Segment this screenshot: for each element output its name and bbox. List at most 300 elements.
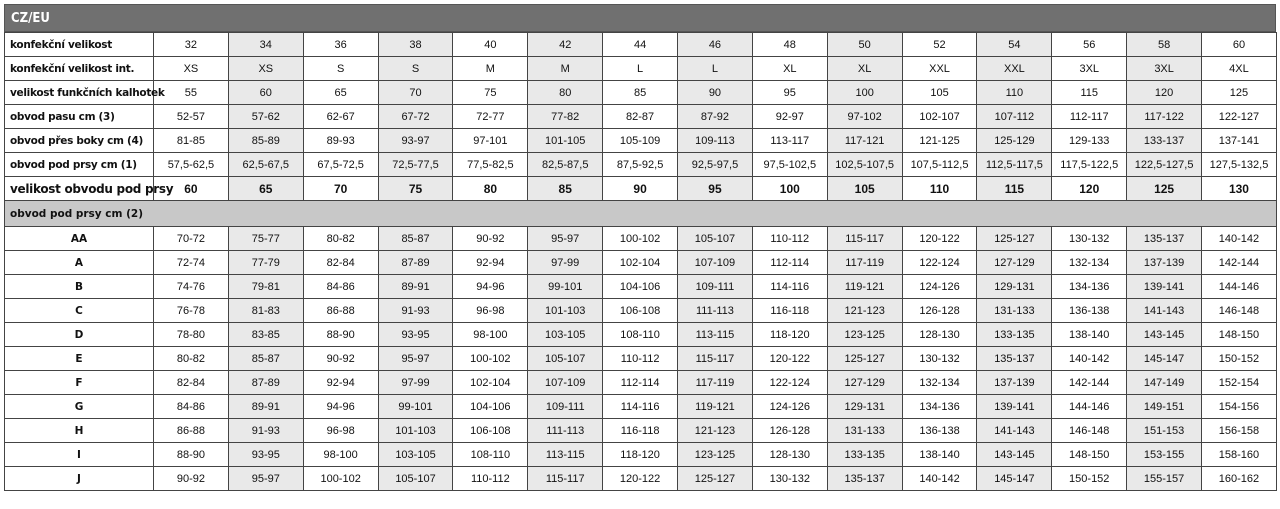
table-cell: 124-126	[902, 275, 977, 299]
table-cell: 100-102	[453, 347, 528, 371]
row-label: I	[5, 443, 154, 467]
table-cell: 55	[154, 81, 229, 105]
table-cell: S	[303, 57, 378, 81]
table-cell: 131-133	[827, 419, 902, 443]
table-cell: 107,5-112,5	[902, 153, 977, 177]
table-cell: 94-96	[453, 275, 528, 299]
table-row	[5, 323, 1277, 347]
table-cell: 76-78	[154, 299, 229, 323]
table-cell: 60	[1202, 33, 1277, 57]
table-cell: 48	[752, 33, 827, 57]
table-cell: 42	[528, 33, 603, 57]
row-label: obvod pasu cm (3)	[5, 105, 154, 129]
table-cell: 130-132	[902, 347, 977, 371]
size-table-top	[5, 33, 1277, 201]
row-label: konfekční velikost int.	[5, 57, 154, 81]
table-cell: XS	[228, 57, 303, 81]
table-cell: 107-109	[528, 371, 603, 395]
table-cell: 75	[378, 177, 453, 201]
table-cell: 62-67	[303, 105, 378, 129]
table-cell: 82,5-87,5	[528, 153, 603, 177]
table-row	[5, 153, 1277, 177]
table-cell: 65	[228, 177, 303, 201]
row-label: F	[5, 371, 154, 395]
table-cell: 138-140	[1052, 323, 1127, 347]
table-cell: 130-132	[752, 467, 827, 491]
table-cell: 115-117	[827, 227, 902, 251]
table-cell: 127-129	[977, 251, 1052, 275]
table-cell: 117-119	[678, 371, 753, 395]
row-label: B	[5, 275, 154, 299]
table-cell: 97-99	[528, 251, 603, 275]
table-cell: 92,5-97,5	[678, 153, 753, 177]
table-cell: 125-127	[678, 467, 753, 491]
table-cell: 85	[603, 81, 678, 105]
table-cell: 126-128	[902, 299, 977, 323]
table-cell: 136-138	[1052, 299, 1127, 323]
table-cell: 132-134	[1052, 251, 1127, 275]
table-row	[5, 227, 1277, 251]
table-cell: M	[453, 57, 528, 81]
table-cell: 132-134	[902, 371, 977, 395]
table-cell: 100-102	[603, 227, 678, 251]
table-cell: 144-146	[1052, 395, 1127, 419]
table-cell: 147-149	[1127, 371, 1202, 395]
table-cell: 122-124	[902, 251, 977, 275]
table-cell: 146-148	[1052, 419, 1127, 443]
table-cell: 52	[902, 33, 977, 57]
table-cell: 156-158	[1202, 419, 1277, 443]
table-cell: 119-121	[827, 275, 902, 299]
table-cell: 89-93	[303, 129, 378, 153]
table-cell: 109-113	[678, 129, 753, 153]
table-cell: 120-122	[902, 227, 977, 251]
table-cell: 110-112	[752, 227, 827, 251]
table-cell: 107-112	[977, 105, 1052, 129]
table-cell: XXL	[977, 57, 1052, 81]
table-cell: 134-136	[1052, 275, 1127, 299]
table-cell: 117-122	[1127, 105, 1202, 129]
table-cell: 112-114	[752, 251, 827, 275]
table-cell: 70	[378, 81, 453, 105]
table-cell: 96-98	[303, 419, 378, 443]
table-cell: 129-131	[977, 275, 1052, 299]
table-cell: 144-146	[1202, 275, 1277, 299]
table-cell: 82-84	[154, 371, 229, 395]
table-cell: 85	[528, 177, 603, 201]
table-cell: 86-88	[303, 299, 378, 323]
table-cell: 111-113	[678, 299, 753, 323]
table-cell: 154-156	[1202, 395, 1277, 419]
table-cell: 122,5-127,5	[1127, 153, 1202, 177]
section-row	[5, 201, 1277, 227]
table-cell: 70	[303, 177, 378, 201]
table-cell: 117-119	[827, 251, 902, 275]
table-cell: 70-72	[154, 227, 229, 251]
table-cell: 60	[154, 177, 229, 201]
table-cell: 109-111	[528, 395, 603, 419]
table-cell: 94-96	[303, 395, 378, 419]
table-cell: 72-77	[453, 105, 528, 129]
table-cell: 101-103	[378, 419, 453, 443]
row-label: velikost funkčních kalhotek	[5, 81, 154, 105]
table-cell: 97-102	[827, 105, 902, 129]
table-cell: 115	[977, 177, 1052, 201]
table-cell: 57,5-62,5	[154, 153, 229, 177]
table-cell: 116-118	[603, 419, 678, 443]
table-cell: 101-105	[528, 129, 603, 153]
table-cell: 99-101	[528, 275, 603, 299]
table-cell: 77,5-82,5	[453, 153, 528, 177]
table-cell: 112,5-117,5	[977, 153, 1052, 177]
table-cell: 123-125	[827, 323, 902, 347]
table-cell: 88-90	[303, 323, 378, 347]
table-cell: 67-72	[378, 105, 453, 129]
table-cell: 87-89	[378, 251, 453, 275]
table-cell: 87-89	[228, 371, 303, 395]
table-cell: 97-101	[453, 129, 528, 153]
table-cell: 97,5-102,5	[752, 153, 827, 177]
table-cell: 52-57	[154, 105, 229, 129]
table-cell: 40	[453, 33, 528, 57]
table-cell: 117-121	[827, 129, 902, 153]
table-cell: 140-142	[1052, 347, 1127, 371]
row-label: velikost obvodu pod prsy	[5, 177, 154, 201]
table-cell: 82-84	[303, 251, 378, 275]
table-cell: 120-122	[603, 467, 678, 491]
table-cell: 124-126	[752, 395, 827, 419]
table-cell: 74-76	[154, 275, 229, 299]
table-cell: 85-87	[228, 347, 303, 371]
table-cell: 93-95	[378, 323, 453, 347]
table-cell: 122-127	[1202, 105, 1277, 129]
table-cell: 80	[453, 177, 528, 201]
table-cell: 133-135	[827, 443, 902, 467]
table-cell: 97-99	[378, 371, 453, 395]
table-cell: 56	[1052, 33, 1127, 57]
table-row	[5, 81, 1277, 105]
table-cell: 77-82	[528, 105, 603, 129]
table-row	[5, 371, 1277, 395]
table-cell: 57-62	[228, 105, 303, 129]
table-cell: 129-131	[827, 395, 902, 419]
table-cell: 95-97	[528, 227, 603, 251]
table-cell: 104-106	[603, 275, 678, 299]
table-cell: 106-108	[603, 299, 678, 323]
table-cell: 93-95	[228, 443, 303, 467]
table-cell: 67,5-72,5	[303, 153, 378, 177]
table-cell: 108-110	[603, 323, 678, 347]
table-cell: 105	[827, 177, 902, 201]
table-cell: 136-138	[902, 419, 977, 443]
table-cell: 82-87	[603, 105, 678, 129]
table-cell: 80-82	[303, 227, 378, 251]
table-cell: 120	[1127, 81, 1202, 105]
row-label: A	[5, 251, 154, 275]
table-cell: 34	[228, 33, 303, 57]
table-cell: 120	[1052, 177, 1127, 201]
table-cell: 150-152	[1052, 467, 1127, 491]
table-cell: 155-157	[1127, 467, 1202, 491]
table-cell: XL	[752, 57, 827, 81]
table-cell: 140-142	[902, 467, 977, 491]
table-cell: 141-143	[977, 419, 1052, 443]
table-cell: 133-135	[977, 323, 1052, 347]
row-label: AA	[5, 227, 154, 251]
table-cell: 158-160	[1202, 443, 1277, 467]
table-cell: 112-117	[1052, 105, 1127, 129]
table-cell: 125-129	[977, 129, 1052, 153]
table-cell: 83-85	[228, 323, 303, 347]
table-cell: 85-87	[378, 227, 453, 251]
table-cell: 121-123	[678, 419, 753, 443]
table-cell: 88-90	[154, 443, 229, 467]
size-chart	[4, 4, 1276, 491]
table-cell: 127-129	[827, 371, 902, 395]
table-cell: 72-74	[154, 251, 229, 275]
table-cell: 103-105	[528, 323, 603, 347]
table-cell: 129-133	[1052, 129, 1127, 153]
table-cell: 84-86	[303, 275, 378, 299]
table-cell: 113-117	[752, 129, 827, 153]
table-cell: 89-91	[378, 275, 453, 299]
table-cell: 128-130	[752, 443, 827, 467]
table-cell: 152-154	[1202, 371, 1277, 395]
table-cell: 123-125	[678, 443, 753, 467]
table-cell: 125-127	[977, 227, 1052, 251]
table-cell: 93-97	[378, 129, 453, 153]
table-cell: 121-123	[827, 299, 902, 323]
table-row	[5, 443, 1277, 467]
table-cell: 72,5-77,5	[378, 153, 453, 177]
table-cell: 3XL	[1127, 57, 1202, 81]
table-cell: 81-85	[154, 129, 229, 153]
chart-title: CZ/EU	[4, 4, 1276, 32]
table-cell: 145-147	[1127, 347, 1202, 371]
table-row	[5, 419, 1277, 443]
table-cell: 120-122	[752, 347, 827, 371]
table-cell: 90-92	[303, 347, 378, 371]
table-cell: 146-148	[1202, 299, 1277, 323]
section-header	[5, 201, 1277, 227]
table-cell: 79-81	[228, 275, 303, 299]
table-cell: 85-89	[228, 129, 303, 153]
table-cell: 77-79	[228, 251, 303, 275]
table-cell: 87,5-92,5	[603, 153, 678, 177]
table-cell: 107-109	[678, 251, 753, 275]
table-cell: 105-109	[603, 129, 678, 153]
table-cell: 118-120	[752, 323, 827, 347]
table-cell: 131-133	[977, 299, 1052, 323]
row-label: obvod pod prsy cm (1)	[5, 153, 154, 177]
table-cell: 91-93	[378, 299, 453, 323]
table-cell: 139-141	[977, 395, 1052, 419]
table-cell: 95	[678, 177, 753, 201]
table-cell: 105-107	[678, 227, 753, 251]
table-cell: 140-142	[1202, 227, 1277, 251]
table-cell: 84-86	[154, 395, 229, 419]
table-cell: 133-137	[1127, 129, 1202, 153]
table-cell: 153-155	[1127, 443, 1202, 467]
table-cell: 110-112	[603, 347, 678, 371]
table-cell: 117,5-122,5	[1052, 153, 1127, 177]
table-cell: 95-97	[228, 467, 303, 491]
table-cell: XS	[154, 57, 229, 81]
table-cell: 149-151	[1127, 395, 1202, 419]
table-cell: 100-102	[303, 467, 378, 491]
table-cell: 58	[1127, 33, 1202, 57]
section-label: obvod pod prsy cm (2)	[5, 201, 1277, 227]
table-cell: 151-153	[1127, 419, 1202, 443]
table-cell: 46	[678, 33, 753, 57]
table-cell: 110-112	[453, 467, 528, 491]
table-cell: 80	[528, 81, 603, 105]
table-cell: 135-137	[977, 347, 1052, 371]
table-cell: 137-139	[1127, 251, 1202, 275]
row-label: H	[5, 419, 154, 443]
table-cell: 115-117	[678, 347, 753, 371]
table-cell: 115	[1052, 81, 1127, 105]
table-cell: 127,5-132,5	[1202, 153, 1277, 177]
table-cell: 90-92	[453, 227, 528, 251]
table-cell: 119-121	[678, 395, 753, 419]
table-cell: 114-116	[752, 275, 827, 299]
row-label: C	[5, 299, 154, 323]
table-cell: 89-91	[228, 395, 303, 419]
size-table-cups	[5, 227, 1277, 491]
table-cell: 92-94	[303, 371, 378, 395]
table-cell: 87-92	[678, 105, 753, 129]
table-cell: 90	[678, 81, 753, 105]
table-cell: 150-152	[1202, 347, 1277, 371]
table-cell: 128-130	[902, 323, 977, 347]
table-cell: 80-82	[154, 347, 229, 371]
table-row	[5, 467, 1277, 491]
table-cell: 137-139	[977, 371, 1052, 395]
table-cell: 54	[977, 33, 1052, 57]
table-cell: 50	[827, 33, 902, 57]
row-label: E	[5, 347, 154, 371]
table-row	[5, 105, 1277, 129]
table-cell: 95	[752, 81, 827, 105]
table-cell: 3XL	[1052, 57, 1127, 81]
table-cell: 92-94	[453, 251, 528, 275]
table-cell: 91-93	[228, 419, 303, 443]
table-cell: 92-97	[752, 105, 827, 129]
table-cell: 139-141	[1127, 275, 1202, 299]
table-cell: 102,5-107,5	[827, 153, 902, 177]
table-cell: 135-137	[827, 467, 902, 491]
table-cell: 110	[902, 177, 977, 201]
table-cell: 95-97	[378, 347, 453, 371]
table-cell: 125-127	[827, 347, 902, 371]
table-cell: 160-162	[1202, 467, 1277, 491]
table-cell: 105-107	[528, 347, 603, 371]
table-cell: 130-132	[1052, 227, 1127, 251]
table-cell: 142-144	[1052, 371, 1127, 395]
table-cell: 143-145	[977, 443, 1052, 467]
table-cell: XL	[827, 57, 902, 81]
table-cell: 125	[1127, 177, 1202, 201]
table-cell: 106-108	[453, 419, 528, 443]
table-cell: 102-104	[603, 251, 678, 275]
table-cell: 134-136	[902, 395, 977, 419]
table-cell: 121-125	[902, 129, 977, 153]
table-cell: 137-141	[1202, 129, 1277, 153]
table-cell: 122-124	[752, 371, 827, 395]
table-cell: 81-83	[228, 299, 303, 323]
table-cell: XXL	[902, 57, 977, 81]
table-cell: 113-115	[528, 443, 603, 467]
table-cell: 105-107	[378, 467, 453, 491]
table-cell: 101-103	[528, 299, 603, 323]
row-label: G	[5, 395, 154, 419]
table-cell: 114-116	[603, 395, 678, 419]
table-cell: 38	[378, 33, 453, 57]
table-cell: 44	[603, 33, 678, 57]
table-cell: 135-137	[1127, 227, 1202, 251]
table-cell: 110	[977, 81, 1052, 105]
table-cell: 126-128	[752, 419, 827, 443]
table-row	[5, 251, 1277, 275]
table-cell: L	[678, 57, 753, 81]
table-cell: 145-147	[977, 467, 1052, 491]
table-row	[5, 299, 1277, 323]
table-cell: 141-143	[1127, 299, 1202, 323]
table-cell: 65	[303, 81, 378, 105]
table-cell: 112-114	[603, 371, 678, 395]
table-cell: 98-100	[303, 443, 378, 467]
table-cell: 100	[752, 177, 827, 201]
table-cell: 90-92	[154, 467, 229, 491]
table-cell: 105	[902, 81, 977, 105]
table-row	[5, 395, 1277, 419]
table-cell: 102-107	[902, 105, 977, 129]
row-label: obvod přes boky cm (4)	[5, 129, 154, 153]
table-cell: 113-115	[678, 323, 753, 347]
table-cell: 108-110	[453, 443, 528, 467]
table-cell: 86-88	[154, 419, 229, 443]
table-cell: 102-104	[453, 371, 528, 395]
row-label: D	[5, 323, 154, 347]
table-cell: 130	[1202, 177, 1277, 201]
table-cell: 148-150	[1202, 323, 1277, 347]
table-cell: M	[528, 57, 603, 81]
table-cell: 62,5-67,5	[228, 153, 303, 177]
table-row	[5, 129, 1277, 153]
table-cell: 78-80	[154, 323, 229, 347]
table-row	[5, 177, 1277, 201]
table-cell: 100	[827, 81, 902, 105]
row-label: J	[5, 467, 154, 491]
table-row	[5, 57, 1277, 81]
table-cell: 96-98	[453, 299, 528, 323]
table-cell: 143-145	[1127, 323, 1202, 347]
table-cell: 116-118	[752, 299, 827, 323]
table-cell: 125	[1202, 81, 1277, 105]
table-cell: 4XL	[1202, 57, 1277, 81]
table-cell: 109-111	[678, 275, 753, 299]
table-cell: 138-140	[902, 443, 977, 467]
table-cell: L	[603, 57, 678, 81]
table-cell: 103-105	[378, 443, 453, 467]
size-table	[4, 32, 1277, 491]
table-row	[5, 33, 1277, 57]
table-cell: 60	[228, 81, 303, 105]
table-cell: S	[378, 57, 453, 81]
table-cell: 142-144	[1202, 251, 1277, 275]
table-cell: 118-120	[603, 443, 678, 467]
